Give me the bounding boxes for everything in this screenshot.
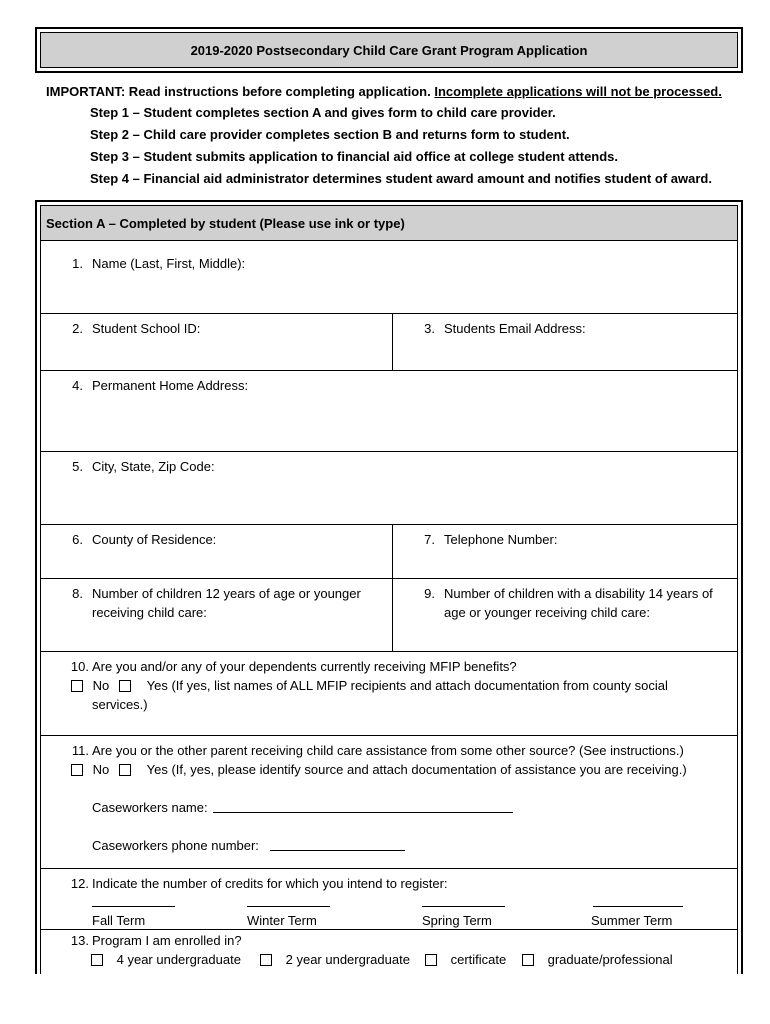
program-option-certificate [425,950,506,969]
program-2yr-checkbox[interactable] [260,954,272,966]
program-graduate-label: graduate/professional [547,952,673,967]
divider [41,451,737,452]
spring-term-label: Spring Term [422,913,492,928]
caseworker-phone-label: Caseworkers phone number: [92,838,259,853]
q9-label-line1[interactable]: Number of children with a disability 14 years of [444,586,713,601]
q10-question: Are you and/or any of your dependents currently receiving MFIP benefits? [92,659,517,674]
step-2: Step 2 – Child care provider completes section B and returns form to student. [90,127,570,142]
column-divider [392,524,393,651]
q2-number: 2. [72,321,83,336]
column-divider [392,313,393,370]
q3-label[interactable]: Students Email Address: [444,321,586,336]
fall-term-label: Fall Term [92,913,146,928]
caseworker-phone-field[interactable] [270,850,405,851]
program-4yr-checkbox[interactable] [91,954,103,966]
q8-number: 8. [72,586,83,601]
caseworker-name-field[interactable] [213,812,513,813]
section-a-heading: Section A – Completed by student (Please use ink or type) [41,206,737,241]
q10-no-label: No [92,678,110,693]
q1-number: 1. [72,256,83,271]
q10-yes-checkbox[interactable] [119,680,131,692]
program-certificate-checkbox[interactable] [425,954,437,966]
program-option-graduate [522,950,673,969]
winter-term-label: Winter Term [247,913,317,928]
divider [41,651,737,652]
divider [41,735,737,736]
program-graduate-checkbox[interactable] [522,954,534,966]
q7-label[interactable]: Telephone Number: [444,532,558,547]
winter-term-field[interactable] [247,906,330,907]
spring-term-field[interactable] [422,906,505,907]
q11-no-checkbox[interactable] [71,764,83,776]
step-3: Step 3 – Student submits application to financial aid office at college student attends. [90,149,619,164]
divider [41,929,737,930]
program-4yr-label: 4 year undergraduate [116,952,241,967]
q12-question: Indicate the number of credits for which you intend to register: [92,876,448,891]
q2-label[interactable]: Student School ID: [92,321,201,336]
q5-label[interactable]: City, State, Zip Code: [92,459,215,474]
q11-yes-option [119,760,687,779]
title-box [35,27,743,73]
caseworker-name-label: Caseworkers name: [92,800,208,815]
divider [41,370,737,371]
summer-term-label: Summer Term [591,913,673,928]
q4-number: 4. [72,378,83,393]
program-option-2yr [260,950,410,969]
q10-yes-label-cont: services.) [92,697,148,712]
q4-label[interactable]: Permanent Home Address: [92,378,249,393]
q8-label-line1[interactable]: Number of children 12 years of age or younger [92,586,361,601]
q13-number: 13. [70,933,89,948]
q3-number: 3. [424,321,435,336]
important-notice [46,84,722,99]
important-underlined: Incomplete applications will not be processed. [434,84,722,99]
q11-no-option [71,760,109,779]
q10-yes-option [119,676,668,695]
q11-question: Are you or the other parent receiving child care assistance from some other source? (See instructions.) [92,743,684,758]
summer-term-field[interactable] [593,906,683,907]
q10-no-checkbox[interactable] [71,680,83,692]
section-a-form [35,200,743,974]
step-4: Step 4 – Financial aid administrator determines student award amount and notifies student of award. [90,171,712,186]
q11-yes-checkbox[interactable] [119,764,131,776]
q10-number: 10. [70,659,89,674]
q6-number: 6. [72,532,83,547]
q12-number: 12. [70,876,89,891]
q7-number: 7. [424,532,435,547]
q11-no-label: No [92,762,110,777]
fall-term-field[interactable] [92,906,175,907]
program-option-4yr [91,950,241,969]
q5-number: 5. [72,459,83,474]
program-certificate-label: certificate [450,952,507,967]
q13-question: Program I am enrolled in? [92,933,242,948]
q1-label[interactable]: Name (Last, First, Middle): [92,256,246,271]
q10-yes-label: Yes (If yes, list names of ALL MFIP recipients and attach documentation from county social [146,678,668,693]
divider [41,578,737,579]
q8-label-line2: receiving child care: [92,605,207,620]
q11-yes-label: Yes (If, yes, please identify source and attach documentation of assistance you are receiving.) [146,762,687,777]
important-prefix: IMPORTANT: Read instructions before completing application. [46,84,431,99]
divider [41,313,737,314]
divider [41,868,737,869]
program-2yr-label: 2 year undergraduate [285,952,410,967]
divider [41,524,737,525]
section-a-inner [40,205,738,974]
q9-number: 9. [424,586,435,601]
q9-label-line2: age or younger receiving child care: [444,605,650,620]
step-1: Step 1 – Student completes section A and gives form to child care provider. [90,105,556,120]
form-title: 2019-2020 Postsecondary Child Care Grant Program Application [40,32,738,68]
q11-number: 11. [71,743,89,758]
q10-no-option [71,676,109,695]
q6-label[interactable]: County of Residence: [92,532,217,547]
